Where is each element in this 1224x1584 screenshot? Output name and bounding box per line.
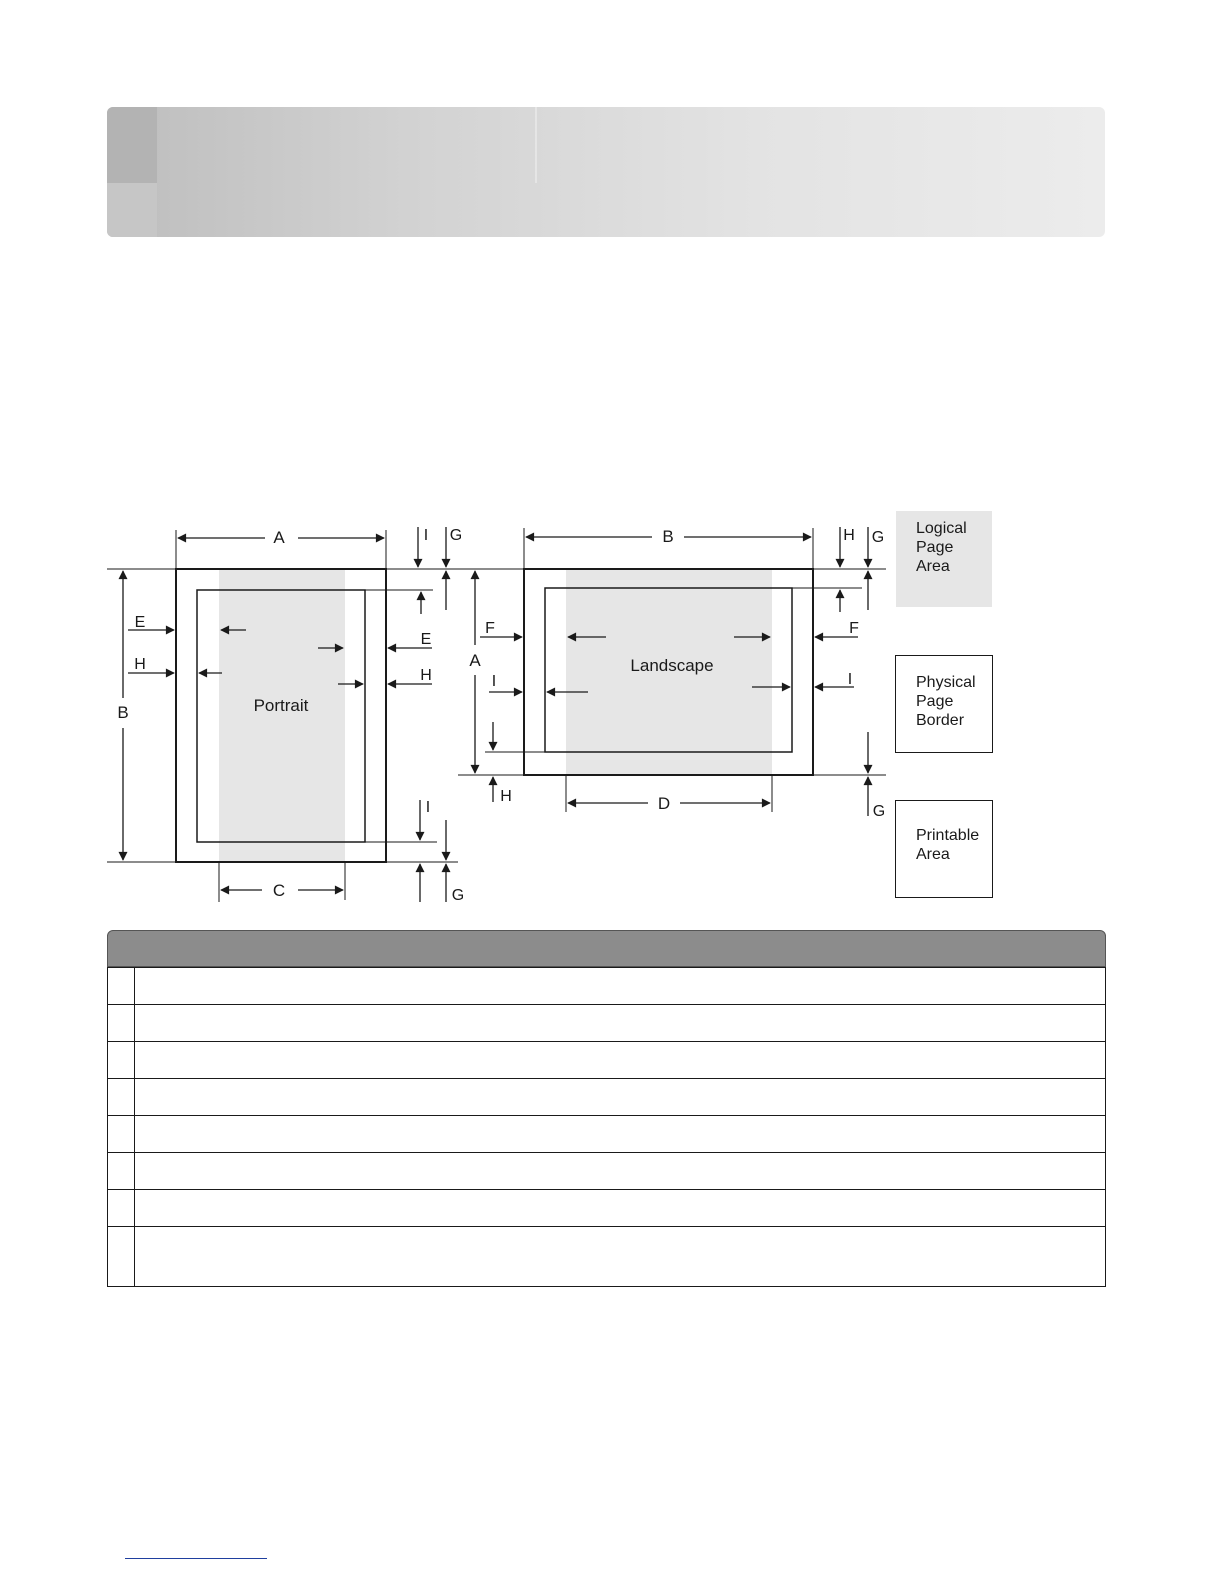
table-cell-key [108,1153,135,1190]
landscape-dim-f-left: F [485,620,495,637]
table-cell-value [135,1042,1106,1079]
legend-printable-line-2: Area [916,846,950,863]
table-cell-value [135,968,1106,1005]
portrait-dim-a: A [273,528,285,547]
table-row [108,1153,1106,1190]
legend-physical-page-border [895,655,993,753]
table-row [108,1079,1106,1116]
table-cell-value [135,1005,1106,1042]
table-row [108,1227,1106,1287]
table-cell-key [108,1042,135,1079]
landscape-dim-d: D [657,794,671,813]
landscape-dim-i-left: I [491,673,497,690]
table-cell-key [108,1079,135,1116]
legend-logical-line-2: Page [916,539,954,556]
landscape-dim-a: A [469,651,481,670]
landscape-figure [458,527,886,820]
table-cell-key [108,1190,135,1227]
legend-printable-area [895,800,993,898]
portrait-dim-e-right: E [420,631,432,648]
table-cell-value [135,1116,1106,1153]
portrait-dim-c: C [272,881,286,900]
landscape-dim-f-right: F [849,620,859,637]
landscape-dim-g-top: G [871,529,885,546]
landscape-dim-g-bottom: G [872,803,886,820]
table-row [108,1190,1106,1227]
landscape-dim-h-bottom: H [500,788,512,805]
portrait-dim-e-left: E [134,614,146,631]
portrait-figure [107,527,464,904]
table-cell-key [108,968,135,1005]
portrait-dim-h-right: H [420,667,432,684]
legend-printable-line-1: Printable [916,827,980,844]
landscape-dim-b: B [662,527,674,546]
legend-logical-line-3: Area [916,558,950,575]
table-header [107,930,1106,967]
table-cell-value [135,1227,1106,1287]
table-cell-value [135,1190,1106,1227]
legend-logical-line-1: Logical [916,520,967,537]
table-row [108,968,1106,1005]
table-cell-value [135,1153,1106,1190]
portrait-dim-i-top: I [423,527,429,544]
table-row [108,1042,1106,1079]
table-cell-key [108,1005,135,1042]
landscape-dim-h-top: H [843,527,855,544]
portrait-dim-g-bottom: G [451,887,465,904]
table-row [108,1005,1106,1042]
legend-physical-line-3: Border [916,712,965,729]
legend-physical-line-1: Physical [916,674,976,691]
portrait-logical-page-area [219,569,345,862]
table-cell-key [108,1116,135,1153]
landscape-dim-i-right: I [847,671,853,688]
legend-physical-line-2: Page [916,693,954,710]
dimensions-table [107,930,1106,1287]
table-cell-value [135,1079,1106,1116]
legend-logical-page-area [896,511,992,607]
dimensions-table-body [107,967,1106,1287]
portrait-dim-h-left: H [134,656,146,673]
portrait-dim-i-bottom: I [425,799,431,816]
landscape-label: Landscape [630,656,714,675]
portrait-dim-b: B [117,703,129,722]
footer-link-underline[interactable] [125,1558,267,1559]
table-row [108,1116,1106,1153]
table-cell-key [108,1227,135,1287]
portrait-label: Portrait [253,696,309,715]
portrait-dim-g-top: G [449,527,463,544]
